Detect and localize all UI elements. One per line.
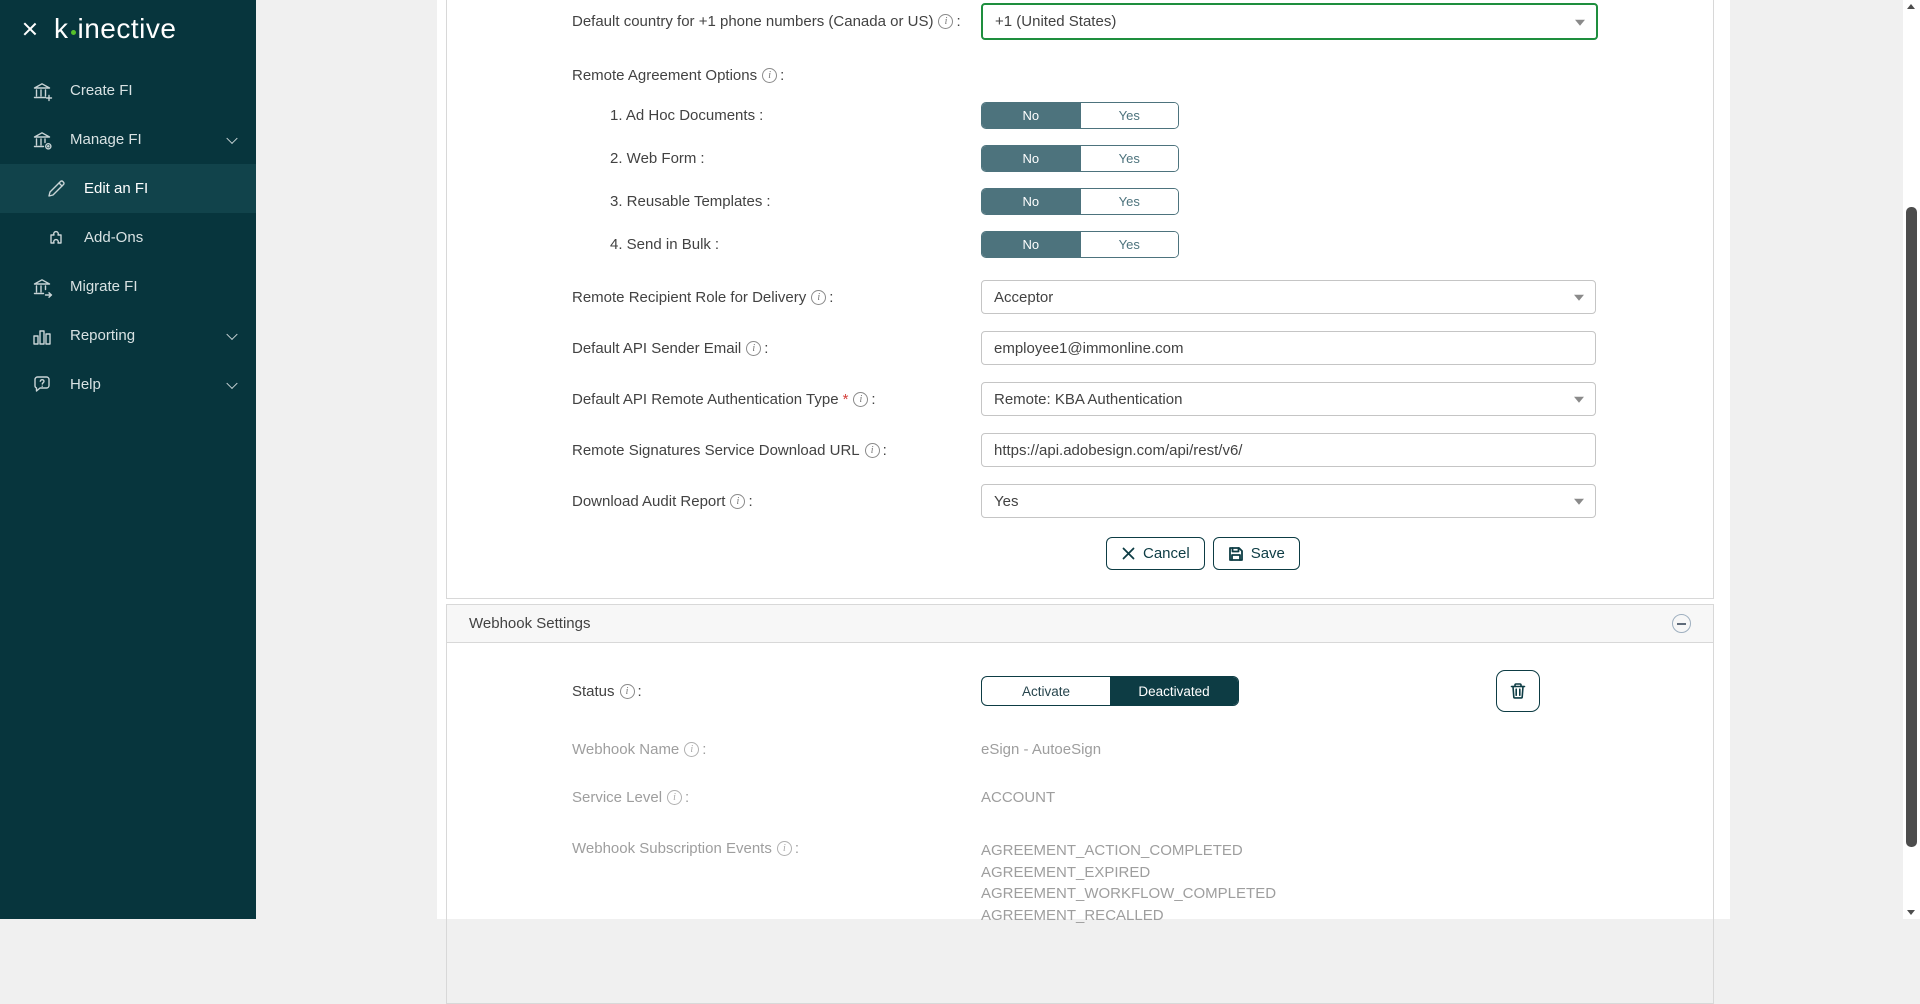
- download-url-row: [572, 433, 1713, 467]
- ad-hoc-documents-toggle: [981, 102, 1179, 129]
- collapse-section-button[interactable]: [1672, 614, 1691, 633]
- form-actions: [1106, 537, 1713, 570]
- default-country-label: Default country for +1 phone numbers (Canada or US) i :: [572, 13, 961, 30]
- dropdown-caret-icon: [1574, 295, 1584, 301]
- toggle-no-button[interactable]: No: [982, 189, 1080, 214]
- required-asterisk: *: [842, 390, 849, 408]
- bank-plus-icon: [30, 79, 54, 103]
- x-icon: [1121, 546, 1136, 561]
- info-icon: i: [667, 790, 682, 805]
- info-icon: i: [684, 742, 699, 757]
- logo-green-dot-icon: [71, 30, 76, 35]
- webhook-status-label: Status i :: [572, 682, 642, 700]
- sidebar-item-label: Reporting: [70, 327, 136, 344]
- auth-type-label: Default API Remote Authentication Type * i :: [572, 390, 876, 408]
- sidebar-item-add-ons[interactable]: [0, 213, 256, 262]
- webhook-status-toggle: [981, 676, 1239, 706]
- sidebar-item-label: Edit an FI: [84, 180, 149, 197]
- remote-agreement-options-label: Remote Agreement Options i :: [572, 67, 785, 84]
- reusable-templates-label: 3. Reusable Templates :: [610, 193, 771, 210]
- recipient-role-select[interactable]: Acceptor: [981, 280, 1596, 314]
- web-form-toggle: [981, 145, 1179, 172]
- event-item: AGREEMENT_WORKFLOW_COMPLETED: [981, 885, 1277, 902]
- toggle-no-button[interactable]: No: [982, 146, 1080, 171]
- sidebar-nav: [0, 66, 256, 409]
- info-icon: i: [811, 290, 826, 305]
- sidebar-item-label: Manage FI: [70, 131, 142, 148]
- toggle-yes-button[interactable]: Yes: [1080, 103, 1179, 128]
- sidebar-header: [0, 0, 256, 58]
- dropdown-caret-icon: [1574, 397, 1584, 403]
- ad-hoc-documents-row: [572, 102, 1713, 129]
- activate-button[interactable]: Activate: [1021, 683, 1071, 699]
- toggle-yes-button[interactable]: Yes: [1080, 232, 1179, 257]
- subscription-events-row: [572, 840, 1713, 926]
- download-url-input[interactable]: https://api.adobesign.com/api/rest/v6/: [981, 433, 1596, 467]
- webhook-status-row: [572, 670, 1713, 712]
- logo-text-k: k: [54, 13, 69, 44]
- webhook-name-value: eSign - AutoeSign: [981, 741, 1102, 758]
- bar-chart-icon: [30, 324, 54, 348]
- send-in-bulk-toggle: [981, 231, 1179, 258]
- chevron-down-icon: [226, 328, 237, 339]
- info-icon: i: [938, 14, 953, 29]
- bank-arrow-icon: [30, 275, 54, 299]
- subscription-events-list: [981, 840, 1276, 926]
- dropdown-caret-icon: [1575, 19, 1585, 25]
- sidebar-item-label: Migrate FI: [70, 278, 138, 295]
- scroll-down-icon[interactable]: [1907, 910, 1915, 915]
- chevron-down-icon: [226, 132, 237, 143]
- reusable-templates-toggle: [981, 188, 1179, 215]
- web-form-row: [572, 145, 1713, 172]
- close-sidebar-icon[interactable]: [22, 21, 38, 37]
- help-bubble-icon: [30, 373, 54, 397]
- deactivated-button[interactable]: Deactivated: [1110, 677, 1238, 705]
- bank-gear-icon: [30, 128, 54, 152]
- info-icon: i: [730, 494, 745, 509]
- recipient-role-label: Remote Recipient Role for Delivery i :: [572, 288, 834, 306]
- chevron-down-icon: [226, 377, 237, 388]
- scrollbar-thumb[interactable]: [1906, 207, 1917, 847]
- sidebar-item-migrate-fi[interactable]: [0, 262, 256, 311]
- sender-email-label: Default API Sender Email i :: [572, 339, 769, 357]
- event-item: AGREEMENT_ACTION_COMPLETED: [981, 842, 1243, 859]
- esign-settings-section: [446, 0, 1714, 599]
- event-item: AGREEMENT_RECALLED: [981, 906, 1164, 924]
- auth-type-select[interactable]: Remote: KBA Authentication: [981, 382, 1596, 416]
- webhook-settings-header: [447, 605, 1713, 643]
- delete-webhook-button[interactable]: [1496, 670, 1540, 712]
- sidebar-item-help[interactable]: [0, 360, 256, 409]
- info-icon: i: [746, 341, 761, 356]
- audit-report-select[interactable]: Yes: [981, 484, 1596, 518]
- toggle-yes-button[interactable]: Yes: [1080, 189, 1179, 214]
- dropdown-caret-icon: [1574, 499, 1584, 505]
- reusable-templates-row: [572, 188, 1713, 215]
- remote-agreement-options-row: [572, 67, 1713, 84]
- sidebar-item-label: Create FI: [70, 82, 133, 99]
- web-form-label: 2. Web Form :: [610, 150, 705, 167]
- send-in-bulk-row: [572, 231, 1713, 258]
- info-icon: i: [865, 443, 880, 458]
- vertical-scrollbar: [1903, 0, 1920, 919]
- event-item: AGREEMENT_EXPIRED: [981, 863, 1151, 881]
- audit-report-row: [572, 484, 1713, 518]
- ad-hoc-documents-label: 1. Ad Hoc Documents :: [610, 107, 764, 124]
- toggle-no-button[interactable]: No: [982, 103, 1080, 128]
- audit-report-label: Download Audit Report i :: [572, 492, 753, 510]
- sender-email-input[interactable]: employee1@immonline.com: [981, 331, 1596, 365]
- service-level-value: ACCOUNT: [981, 789, 1056, 806]
- sidebar-item-reporting[interactable]: [0, 311, 256, 360]
- webhook-settings-title: Webhook Settings: [469, 615, 591, 632]
- main-content: [437, 0, 1730, 924]
- sidebar-item-label: Add-Ons: [84, 229, 144, 246]
- sidebar-item-create-fi[interactable]: [0, 66, 256, 115]
- subscription-events-label: Webhook Subscription Events i :: [572, 840, 800, 857]
- auth-type-row: [572, 382, 1713, 416]
- sidebar-item-manage-fi[interactable]: [0, 115, 256, 164]
- info-icon: i: [620, 684, 635, 699]
- download-url-label: Remote Signatures Service Download URL i :: [572, 441, 887, 459]
- service-level-label: Service Level i :: [572, 789, 690, 806]
- sidebar: [0, 0, 256, 919]
- webhook-settings-section: [446, 604, 1714, 1004]
- service-level-row: [572, 789, 1713, 806]
- webhook-name-row: [572, 741, 1713, 758]
- webhook-name-label: Webhook Name i :: [572, 741, 707, 758]
- send-in-bulk-label: 4. Send in Bulk :: [610, 236, 720, 253]
- trash-icon: [1508, 681, 1528, 701]
- scroll-up-icon[interactable]: [1907, 4, 1915, 9]
- info-icon: i: [777, 841, 792, 856]
- default-country-select[interactable]: +1 (United States): [981, 3, 1598, 40]
- info-icon: i: [762, 68, 777, 83]
- recipient-role-row: [572, 280, 1713, 314]
- pencil-icon: [44, 177, 68, 201]
- toggle-no-button[interactable]: No: [982, 232, 1080, 257]
- sidebar-item-label: Help: [70, 376, 101, 393]
- sender-email-row: [572, 331, 1713, 365]
- save-icon: [1228, 546, 1244, 562]
- kinective-logo: [54, 13, 176, 45]
- info-icon: i: [853, 392, 868, 407]
- sidebar-item-edit-an-fi[interactable]: [0, 164, 256, 213]
- save-button[interactable]: Save: [1213, 537, 1300, 570]
- cancel-button[interactable]: Cancel: [1106, 537, 1205, 570]
- puzzle-icon: [44, 226, 68, 250]
- toggle-yes-button[interactable]: Yes: [1080, 146, 1179, 171]
- default-country-row: [572, 3, 1713, 40]
- logo-text-rest: inective: [77, 13, 177, 44]
